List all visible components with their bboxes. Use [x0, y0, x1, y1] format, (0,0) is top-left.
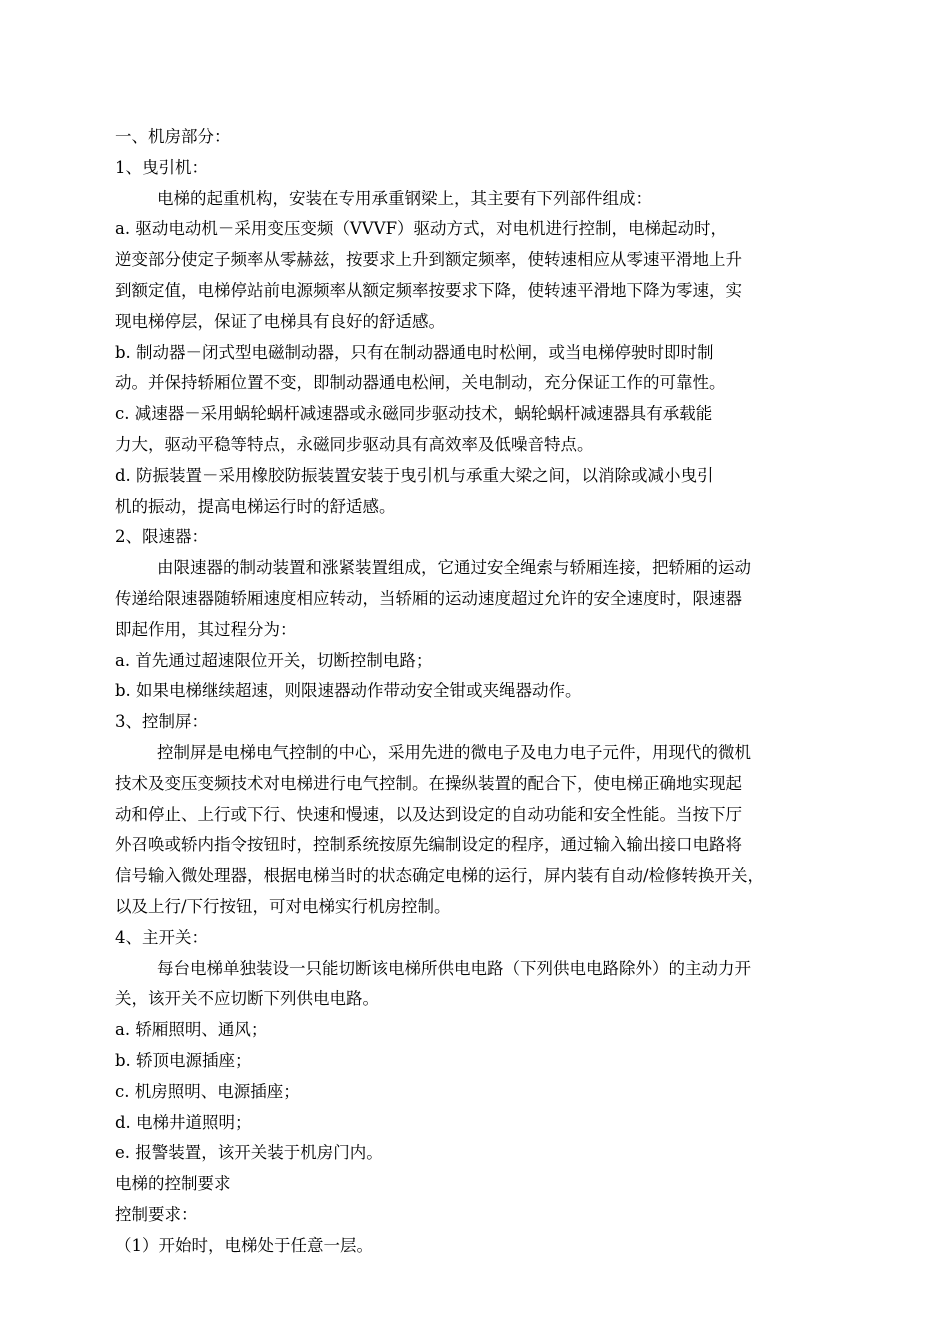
paragraph-line: 力大，驱动平稳等特点，永磁同步驱动具有高效率及低噪音特点。 [115, 434, 594, 454]
paragraph-line: 即起作用，其过程分为： [115, 619, 297, 639]
governor-item-a: a. 首先通过超速限位开关，切断控制电路； [115, 650, 433, 670]
paragraph-line: 机的振动，提高电梯运行时的舒适感。 [115, 496, 396, 516]
paragraph-line: 逆变部分使定子频率从零赫兹，按要求上升到额定频率，使转速相应从零速平滑地上升 [115, 250, 742, 270]
paragraph-line: 传递给限速器随轿厢速度相应转动，当轿厢的运动速度超过允许的安全速度时，限速器 [115, 588, 742, 608]
traction-intro: 电梯的起重机构，安装在专用承重钢梁上，其主要有下列部件组成： [157, 188, 652, 208]
paragraph-line: b. 制动器－闭式型电磁制动器，只有在制动器通电时松闸，或当电梯停驶时即时制 [115, 342, 714, 362]
main-switch-heading: 4、主开关： [115, 927, 208, 947]
traction-item-d [115, 461, 860, 523]
traction-item-a [115, 214, 860, 337]
list-item: a. 轿厢照明、通风； [115, 1020, 268, 1040]
paragraph-line: 关，该开关不应切断下列供电电路。 [115, 989, 379, 1009]
paragraph-line: 动。并保持轿厢位置不变，即制动器通电松闸，关电制动，充分保证工作的可靠性。 [115, 373, 726, 393]
paragraph-line: 控制屏是电梯电气控制的中心，采用先进的微电子及电力电子元件，用现代的微机 [157, 742, 751, 762]
governor-body [115, 553, 860, 645]
paragraph-line: 到额定值，电梯停站前电源频率从额定频率按要求下降，使转速平滑地下降为零速，实 [115, 280, 742, 300]
paragraph-line: c. 减速器－采用蜗轮蜗杆减速器或永磁同步驱动技术，蜗轮蜗杆减速器具有承载能 [115, 404, 713, 424]
list-item: c. 机房照明、电源插座； [115, 1081, 300, 1101]
list-item: b. 轿顶电源插座； [115, 1050, 252, 1070]
paragraph-line: 以及上行/下行按钮，可对电梯实行机房控制。 [115, 896, 451, 916]
governor-heading: 2、限速器： [115, 527, 208, 547]
list-item: e. 报警装置，该开关装于机房门内。 [115, 1143, 383, 1163]
traction-item-b [115, 338, 860, 400]
section-title: 一、机房部分： [115, 127, 231, 146]
control-panel-heading: 3、控制屏： [115, 712, 208, 732]
paragraph-line: 现电梯停层，保证了电梯具有良好的舒适感。 [115, 311, 445, 331]
list-item: d. 电梯井道照明； [115, 1112, 252, 1132]
paragraph-line: 信号输入微处理器，根据电梯当时的状态确定电梯的运行，屏内装有自动/检修转换开关， [115, 866, 765, 886]
document-body [115, 122, 860, 1261]
paragraph-line: 动和停止、上行或下行、快速和慢速，以及达到设定的自动功能和安全性能。当按下厅 [115, 804, 742, 824]
paragraph-line: 外召唤或轿内指令按钮时，控制系统按原先编制设定的程序，通过输入输出接口电路将 [115, 835, 742, 855]
governor-item-b: b. 如果电梯继续超速，则限速器动作带动安全钳或夹绳器动作。 [115, 681, 582, 701]
main-switch-body [115, 954, 860, 1016]
main-switch-list [115, 1015, 860, 1169]
paragraph-line: 技术及变压变频技术对电梯进行电气控制。在操纵装置的配合下，使电梯正确地实现起 [115, 773, 742, 793]
traction-heading: 1、曳引机： [115, 157, 208, 177]
paragraph-line: 每台电梯单独装设一只能切断该电梯所供电电路（下列供电电路除外）的主动力开 [157, 958, 751, 978]
requirements-item-1: （1）开始时，电梯处于任意一层。 [115, 1235, 373, 1255]
paragraph-line: a. 驱动电动机－采用变压变频（VVVF）驱动方式，对电机进行控制，电梯起动时， [115, 219, 728, 239]
paragraph-line: 由限速器的制动装置和涨紧装置组成，它通过安全绳索与轿厢连接，把轿厢的运动 [157, 558, 751, 578]
requirements-title: 电梯的控制要求 [115, 1174, 231, 1194]
control-panel-body [115, 738, 860, 923]
traction-item-c [115, 399, 860, 461]
requirements-subtitle: 控制要求： [115, 1204, 198, 1224]
paragraph-line: d. 防振装置－采用橡胶防振装置安装于曳引机与承重大梁之间，以消除或减小曳引 [115, 465, 714, 485]
